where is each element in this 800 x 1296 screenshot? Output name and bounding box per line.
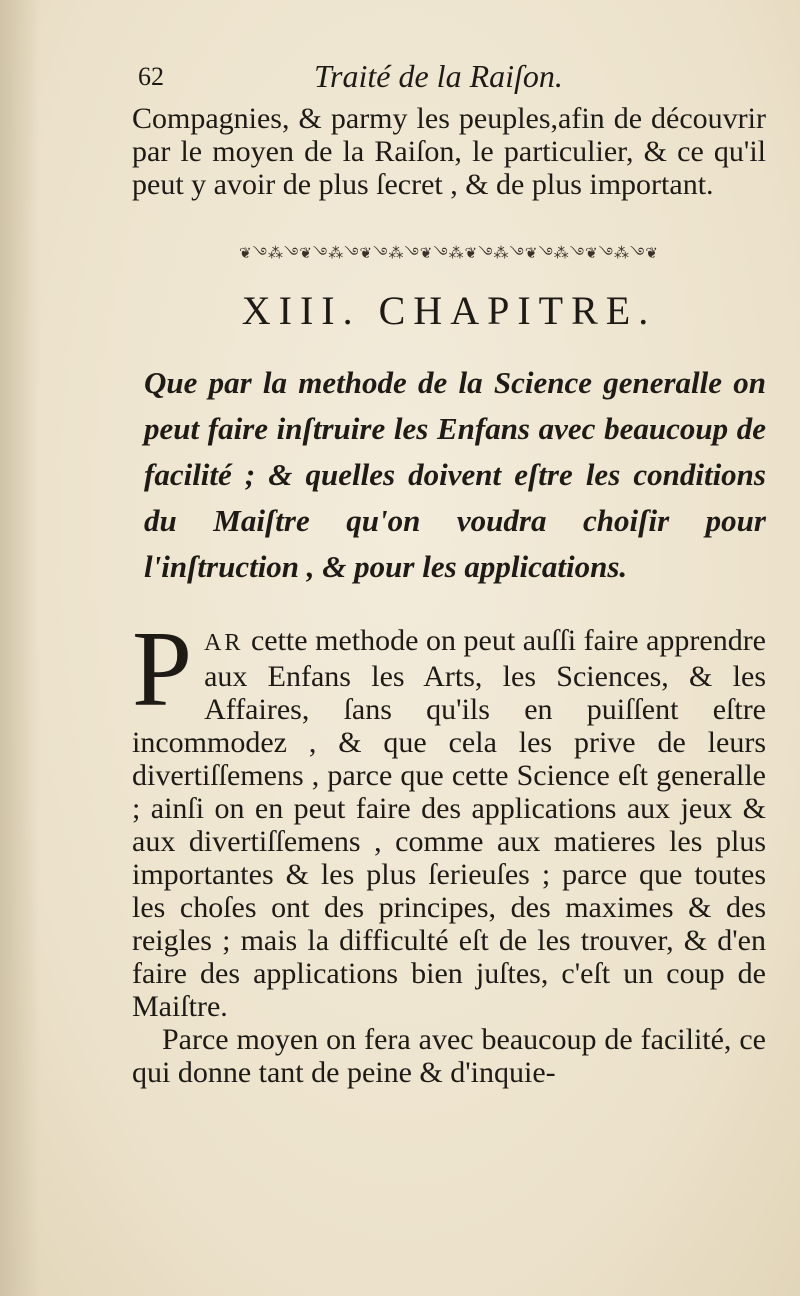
chapter-title: Que par la methode de la Science generalle on peut faire inſtruire les Enfans avec beaucoup de facilité ; & quelles doivent eſtre les conditions du Maiſtre qu'on voudra choiſir pour l'inſtruction , & pour les applications. — [144, 365, 766, 584]
running-title: Traité de la Raiſon. — [314, 58, 563, 94]
page-gutter-shadow — [0, 0, 40, 1296]
drop-cap: P — [132, 610, 193, 729]
lead-caps: AR — [204, 630, 244, 656]
page-number: 62 — [138, 62, 164, 91]
main-paragraph — [132, 610, 766, 1089]
paragraph-2-text: Parce moyen on fera avec beaucoup de facilité, ce qui donne tant de peine & d'inquie- — [132, 1023, 766, 1089]
paragraph-1-text: cette methode on peut auſſi faire apprendre aux Enfans les Arts, les Sciences, & les Affaires, ſans qu'ils en puiſſent eſtre incommodez , & que cela les prive de leurs divertiſſemens , parce que cette Science eſt generalle ; ainſi on en peut faire des applications aux jeux & aux divertiſſemens , comme aux matieres les plus importantes & les plus ſerieuſes ; parce que toutes les choſes ont des principes, des maximes & des reigles ; mais la difficulté eſt de les trouver, & d'en faire des applications bien juſtes, c'eſt un coup de Maiſtre. — [132, 624, 766, 1023]
page-content — [132, 54, 766, 1089]
paragraph-2 — [132, 1023, 766, 1089]
chapter-heading: XIII. CHAPITRE. — [241, 288, 657, 333]
running-head — [132, 54, 766, 102]
continuation-text: Compagnies, & parmy les peuples,afin de découvrir par le moyen de la Raiſon, le particulier, & ce qu'il peut y avoir de plus ſecret , & de plus important. — [132, 102, 766, 201]
ornamental-divider: ❦࿓⁂࿓❦࿓⁂࿓❦࿓⁂࿓❦࿓⁂❦࿓⁂࿓❦࿓⁂࿓❦࿓⁂࿓❦ — [239, 244, 659, 262]
paragraph-1 — [132, 610, 766, 1023]
